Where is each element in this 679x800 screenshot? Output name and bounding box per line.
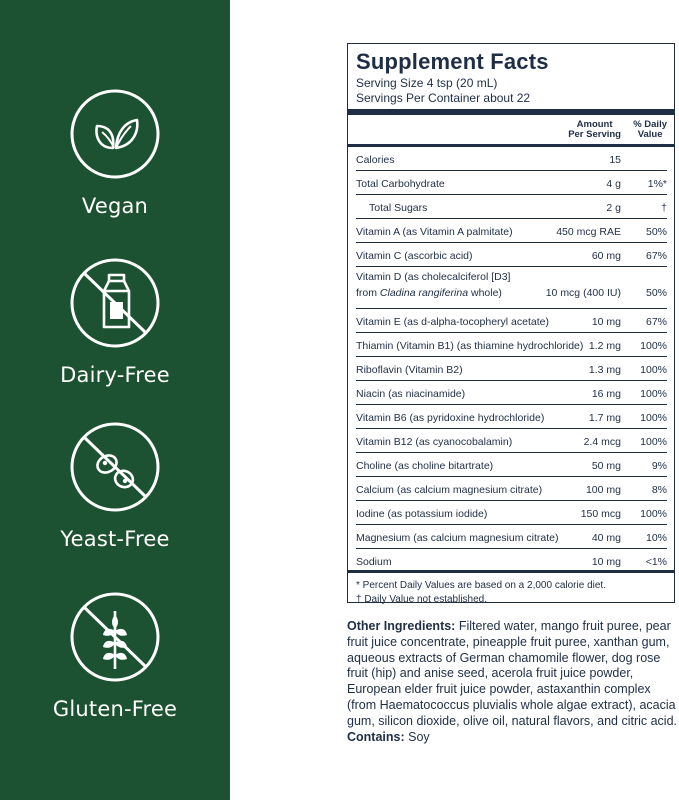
nutrient-dv: 10% [645, 532, 667, 544]
nutrient-name: Total Sugars [369, 202, 428, 214]
thick-rule [348, 109, 674, 115]
table-row [356, 309, 667, 333]
nutrient-dv: 100% [640, 388, 667, 400]
nutrient-name: Choline (as choline bitartrate) [356, 460, 494, 472]
nutrient-amount: 16 mg [591, 388, 621, 400]
nutrient-name: Sodium [356, 556, 392, 568]
nutrient-rows [356, 147, 667, 573]
table-row [356, 453, 667, 477]
badge-label: Yeast-Free [60, 527, 170, 551]
nutrient-dv: <1% [645, 556, 667, 568]
milk-carton-crossed-icon [69, 257, 161, 349]
other-ingredients-text: Filtered water, mango fruit puree, pear fruit juice concentrate, pineapple fruit puree, xanthan gum, aqueous extracts of German chamomile flower, dog rose fruit (hip) and anise seed, acerola fruit juice powder, European elder fruit juice powder, astaxanthin complex (from Haematococcus pluvialis whole algae extract), acacia gum, silicon dioxide, olive oil, natural flavors, and citric acid. [347, 619, 678, 728]
nutrient-amount: 10 mg [591, 556, 621, 568]
nutrient-name: Iodine (as potassium iodide) [356, 508, 488, 520]
nutrient-dv: 100% [640, 364, 667, 376]
table-row [356, 333, 667, 357]
amount-header-line2: Per Serving [568, 129, 621, 140]
table-row [356, 405, 667, 429]
nutrient-name: Vitamin B12 (as cyanocobalamin) [356, 436, 513, 448]
dv-header-line2: Value [637, 129, 663, 140]
nutrient-dv: 1%* [647, 178, 667, 190]
contains-label: Contains: [347, 729, 405, 744]
nutrient-name-line2 [356, 287, 502, 300]
badge-label: Gluten-Free [52, 697, 178, 721]
servings-per-container: Servings Per Container about 22 [356, 91, 531, 105]
nutrient-amount: 60 mg [591, 250, 621, 262]
nutrient-amount: 10 mg [591, 316, 621, 328]
table-row [356, 477, 667, 501]
table-row [356, 501, 667, 525]
nutrient-dv: 100% [640, 340, 667, 352]
amount-header [568, 120, 621, 140]
badge-vegan [0, 88, 230, 218]
nutrient-dv: 100% [640, 436, 667, 448]
other-ingredients-heading: Other Ingredients: [347, 619, 456, 633]
nutrient-name: Riboflavin (Vitamin B2) [356, 364, 463, 376]
nutrient-name: Vitamin E (as d-alpha-tocopheryl acetate) [356, 316, 549, 328]
footnote-percent-dv: * Percent Daily Values are based on a 2,000 calorie diet. [356, 580, 606, 591]
table-row [356, 195, 667, 219]
footnote-dv-not-established: † Daily Value not established. [356, 594, 488, 605]
nutrient-dv: 100% [640, 508, 667, 520]
nutrient-dv: † [661, 202, 667, 214]
leaves-icon [69, 88, 161, 180]
nutrient-amount: 15 [609, 154, 621, 166]
nutrient-dv: 8% [651, 484, 667, 496]
table-row [356, 267, 667, 309]
daily-value-header [633, 120, 667, 140]
table-row [356, 171, 667, 195]
nutrient-amount: 2.4 mcg [583, 436, 621, 448]
table-row [356, 243, 667, 267]
nutrient-dv: 9% [651, 460, 667, 472]
nutrient-amount: 150 mcg [580, 508, 621, 520]
table-row [356, 381, 667, 405]
table-row [356, 429, 667, 453]
amount-header-line1: Amount [576, 119, 613, 130]
table-row [348, 549, 674, 573]
nutrient-name: Vitamin D (as cholecalciferol [D3] [356, 271, 511, 283]
nutrient-amount: 2 g [606, 202, 621, 214]
nutrient-name: Thiamin (Vitamin B1) (as thiamine hydrochloride) [356, 340, 584, 352]
badge-dairy-free [0, 257, 230, 387]
yeast-crossed-icon [69, 421, 161, 513]
nutrient-name: Vitamin B6 (as pyridoxine hydrochloride) [356, 412, 545, 424]
column-headers [356, 118, 667, 144]
facts-title: Supplement Facts [356, 49, 549, 74]
table-row [356, 147, 667, 171]
allergen-text: Soy [404, 729, 430, 744]
nutrient-amount: 450 mcg RAE [556, 226, 621, 238]
nutrient-name: Vitamin C (ascorbic acid) [356, 250, 473, 262]
nutrient-amount: 40 mg [591, 532, 621, 544]
nutrient-amount: 1.3 mg [588, 364, 621, 376]
nutrient-dv: 100% [640, 412, 667, 424]
badge-yeast-free [0, 421, 230, 551]
footnotes [356, 579, 667, 607]
table-row [356, 357, 667, 381]
nutrient-name: Calcium (as calcium magnesium citrate) [356, 484, 543, 496]
nutrient-amount: 1.2 mg [588, 340, 621, 352]
nutrient-name: Niacin (as niacinamide) [356, 388, 466, 400]
nutrient-name: Magnesium (as calcium magnesium citrate) [356, 532, 559, 544]
badge-gluten-free [0, 591, 230, 721]
supplement-facts-panel [347, 43, 675, 603]
nutrient-amount: 10 mcg (400 IU) [545, 287, 621, 299]
wheat-crossed-icon [69, 591, 161, 683]
other-ingredients [347, 619, 677, 745]
table-row [356, 219, 667, 243]
left-panel [0, 0, 230, 800]
serving-size: Serving Size 4 tsp (20 mL) [356, 76, 498, 90]
nutrient-name-part: from [356, 287, 380, 299]
nutrient-name: Vitamin A (as Vitamin A palmitate) [356, 226, 513, 238]
badge-label: Vegan [81, 194, 149, 218]
nutrient-amount: 1.7 mg [588, 412, 621, 424]
nutrient-amount: 100 mg [585, 484, 621, 496]
nutrient-dv: 50% [645, 287, 667, 299]
badge-label: Dairy-Free [60, 363, 170, 387]
nutrient-name: Total Carbohydrate [356, 178, 445, 190]
table-row [356, 525, 667, 549]
nutrient-dv: 67% [645, 316, 667, 328]
nutrient-name-part: whole) [468, 287, 502, 299]
nutrient-source-species: Cladina rangiferina [379, 287, 469, 299]
nutrient-amount: 50 mg [591, 460, 621, 472]
nutrient-amount: 4 g [606, 178, 621, 190]
dv-header-line1: % Daily [633, 119, 667, 130]
nutrient-dv: 50% [645, 226, 667, 238]
nutrient-dv: 67% [645, 250, 667, 262]
nutrient-name: Calories [356, 154, 395, 166]
